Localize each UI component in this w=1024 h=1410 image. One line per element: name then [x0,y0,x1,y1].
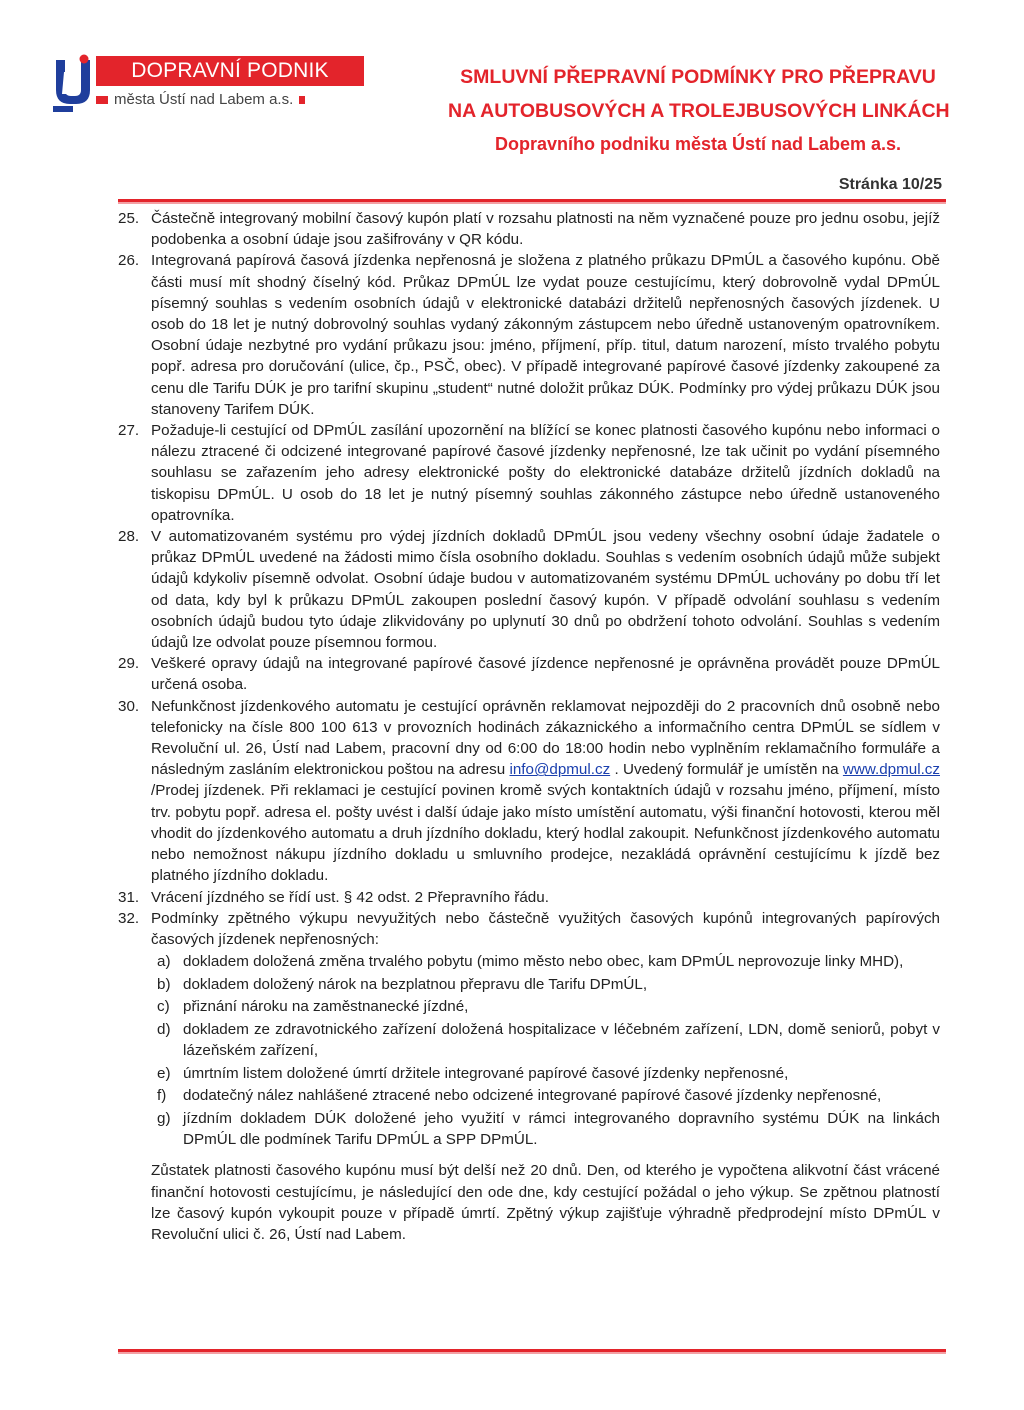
article-body [151,908,940,1152]
document-title [448,60,948,160]
article-text: Požaduje-li cestující od DPmÚL zasílání upozornění na blížící se konec platnosti časového kupónu nebo informaci o nálezu ztracené či odcizené integrované papírové časové jízdenky nepřenosné, lze tak učinit po vydání písemného souhlasu se zařazením jeho adresy elektronické pošty do elektronické databáze držitelů jízdních dokladů na tiskopisu DPmÚL. U osob do 18 let je nutný písemný souhlas zákonného zástupce nebo úředně ustanoveného opatrovníka. [151,422,940,524]
list-item-a [151,951,940,972]
header-divider [118,199,946,202]
article-28 [118,526,940,653]
website-link[interactable]: www.dpmul.cz [842,761,940,779]
email-link[interactable]: info@dpmul.cz [509,761,611,779]
list-item-d [151,1019,940,1061]
title-line-1: SMLUVNÍ PŘEPRAVNÍ PODMÍNKY PRO PŘEPRAVU [460,66,936,88]
footer-divider [118,1349,946,1352]
list-letter: e) [157,1064,171,1082]
document-body [118,208,940,1245]
article-number: 25. [118,210,140,227]
list-item-g [151,1108,940,1150]
article-number: 30. [118,697,140,715]
list-text: dokladem doložená změna trvalého pobytu (mimo město nebo obec, kam DPmÚL neprovozuje linky MHD), [183,953,904,971]
list-text: jízdním dokladem DÚK doložené jeho využití v rámci integrovaného dopravního systému DÚK na linkách DPmÚL dle podmínek Tarifu DPmÚL a SPP DPmÚL. [183,1109,940,1148]
list-item-f [151,1085,940,1106]
article-number: 32. [118,909,140,927]
logo-title: DOPRAVNÍ PODNIK [96,56,364,86]
list-letter: b) [157,975,171,993]
article-32 [118,908,940,1152]
list-text: úmrtním listem doložené úmrtí držitele integrované papírové časové jízdenky nepřenosné, [183,1064,789,1082]
list-item-e [151,1063,940,1084]
title-line-3: Dopravního podniku města Ústí nad Labem a.s. [494,134,902,154]
list-letter: d) [157,1020,171,1038]
article-25 [118,208,940,250]
article-31 [118,887,940,908]
list-letter: g) [157,1109,171,1127]
article-30-text-c: /Prodej jízdenek. Při reklamaci je cestující povinen kromě svých kontaktních údajů v rozsahu jméno, příjmení, místo trv. pobytu popř. adresa el. pošty uvést i další údaje jako místo umístění automatu, výši finanční hotovosti, kterou měl vhodit do jízdenkového automatu a druh jízdního dokladu, který hodlal zakoupit. Nefunkčnost jízdenkového automatu nebo nemožnost nákupu jízdního dokladu u smluvního prodejce, nezakládá oprávnění cestujícímu k jízdě bez platného jízdního dokladu. [151,782,940,885]
article-text: Podmínky zpětného výkupu nevyužitých nebo částečně využitých časových kupónů integrovaných papírových časových jízdenek nepřenosných: [151,909,940,948]
list-text: dokladem doložený nárok na bezplatnou přepravu dle Tarifu DPmÚL, [183,975,648,993]
article-29 [118,653,940,695]
article-27 [118,420,940,526]
closing-paragraph: Zůstatek platnosti časového kupónu musí být delší než 20 dnů. Den, od kterého je vypočtena alikvotní část vrácené finanční hotovosti cestujícímu, je následující den ode dne, kdy cestující požádal o jeho výkup. Se zpětnou platností lze časový kupón vykoupit pouze v případě úmrtí. Zpětný výkup zajišťuje výhradně předprodejní místo DPmÚL v Revoluční ulici č. 26, Ústí nad Labem. [151,1162,940,1243]
article-text [151,696,940,887]
list-letter: c) [157,998,170,1016]
article-number: 29. [118,655,140,673]
article-30-text-b: . Uvedený formulář je umístěn na [614,761,839,779]
article-number: 26. [118,252,140,270]
article-number: 27. [118,422,140,440]
article-30 [118,696,940,887]
logo-subtitle: města Ústí nad Labem a.s. [114,91,294,108]
logo-subtitle-row [96,90,364,110]
article-26 [118,250,940,420]
list-text: dodatečný nález nahlášené ztracené nebo odcizené integrované papírové časové jízdenky nepřenosné, [183,1087,882,1105]
article-text: Integrovaná papírová časová jízdenka nepřenosná je složena z platného průkazu DPmÚL a časového kupónu. Obě části musí mít shodný číselný kód. Průkaz DPmÚL lze vydat pouze cestujícímu, který dobrovolně vydal DPmÚL písemný souhlas s vedením osobních údajů v elektronické databázi držitelů nepřenosných časových jízdenek. U osob do 18 let je nutný dobrovolný souhlas vydaný zákonným zástupcem nebo úředně ustanoveným opatrovníkem. Osobní údaje nezbytné pro vydání průkazu jsou: jméno, příjmení, příp. titul, datum narození, místo trvalého pobytu popř. adresa pro doručování (ulice, čp., PSČ, obec). V případě integrované papírové časové jízdenky zakoupené za cenu dle Tarifu DÚK je pro tarifní skupinu „student“ nutné doložit průkaz DÚK. Podmínky pro výdej průkazu DÚK jsou stanoveny Tarifem DÚK. [151,252,940,418]
logo-square-right [299,96,305,104]
article-number: 31. [118,888,140,906]
article-text: Částečně integrovaný mobilní časový kupón platí v rozsahu platnosti na něm vyznačené pouze pro jednu osobu, jejíž podobenka a osobní údaje jsou zašifrovány v QR kódu. [151,210,940,249]
article-text: V automatizovaném systému pro výdej jízdních dokladů DPmÚL jsou vedeny všechny osobní údaje žadatele o průkaz DPmÚL uvedené na žádosti mimo čísla osobního dokladu. Souhlas s vedením osobních údajů může subjekt údajů kdykoliv písemně odvolat. Osobní údaje budou v automatizovaném systému DPmÚL uchovány po dobu tří let od data, kdy byl k průkazu DPmÚL zakoupen poslední časový kupón. V případě odvolání souhlasu s vedením osobních údajů budou tyto údaje zlikvidovány po uplynutí 30 dnů po obdržení tohoto odvolání. Souhlas s vedením údajů lze odvolat pouze písemnou formou. [151,528,940,652]
article-text: Veškeré opravy údajů na integrované papírové časové jízdence nepřenosné je oprávněna provádět pouze DPmÚL určená osoba. [151,655,940,694]
list-text: dokladem ze zdravotnického zařízení doložená hospitalizace v léčebném zařízení, LDN, domě seniorů, pobyt v lázeňském zařízení, [183,1020,940,1060]
article-number: 28. [118,528,140,546]
list-item-b [151,974,940,995]
logo-square-left [96,96,108,104]
list-item-c [151,996,940,1017]
list-letter: f) [157,1087,167,1105]
article-30-text-a: Nefunkčnost jízdenkového automatu je cestující oprávněn reklamovat nejpozději do 2 pracovních dnů osobně nebo telefonicky na čísle 800 100 613 v provozních hodinách zákaznického a informačního centra DPmÚL se sídlem v Revoluční ul. 26, Ústí nad Labem, pracovní dny od 6:00 do 18:00 hodin nebo vyplněním reklamačního formuláře a následným zasláním elektronickou poštou na adresu [151,697,940,779]
company-logo-icon [50,54,94,114]
list-letter: a) [157,953,171,971]
title-line-2: NA AUTOBUSOVÝCH A TROLEJBUSOVÝCH LINKÁCH [448,100,950,122]
list-text: přiznání nároku na zaměstnanecké jízdné, [183,998,469,1016]
article-text: Vrácení jízdného se řídí ust. § 42 odst. 2 Přepravního řádu. [151,888,549,906]
page-number: Stránka 10/25 [838,176,942,193]
company-logo [50,50,330,114]
